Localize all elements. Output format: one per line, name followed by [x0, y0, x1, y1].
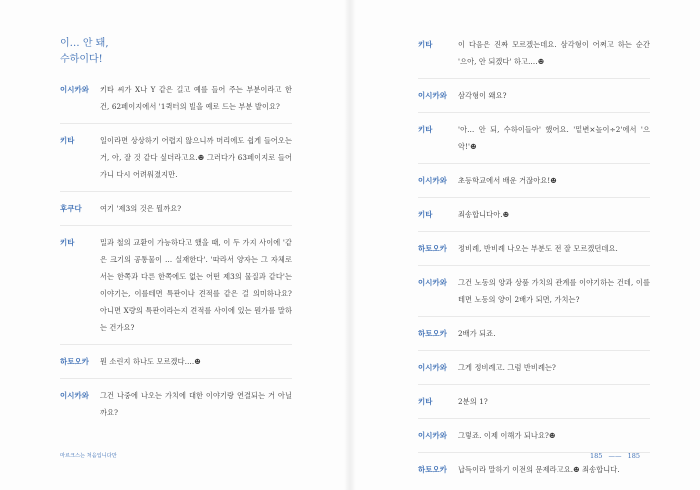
speaker-name: 이시카와 [60, 85, 89, 94]
dialogue-entry [418, 240, 650, 257]
left-page [60, 36, 292, 421]
dialogue-entry [418, 172, 650, 189]
dialogue-text: 2배가 되죠. [458, 329, 496, 338]
speaker-name: 하토오카 [418, 244, 447, 253]
dialogue-text: 키타 씨가 X나 Y 같은 길고 예를 들어 주는 부분이라고 한 건, 62페이지에서 '1퀵터의 빌을 예로 드는 부분 발이요? [100, 85, 292, 111]
divider [418, 418, 650, 419]
divider [418, 163, 650, 164]
divider [60, 191, 292, 192]
divider [60, 123, 292, 124]
dialogue-text: 2분의 1? [458, 397, 488, 406]
dialogue-text: 뭔 소린지 하나도 모르겠다….☻ [100, 357, 201, 366]
heading-line-2: 수하이다! [60, 54, 103, 65]
speaker-name: 하토오카 [418, 329, 447, 338]
dialogue-text: 그건 노동의 양과 상품 가치의 관계를 이야기하는 건데, 이를테면 노동의 양이 2배가 되면, 가치는? [458, 278, 650, 304]
dialogue-entry [60, 132, 292, 183]
speaker-name: 후쿠다 [60, 204, 82, 213]
speaker-name: 하토오카 [418, 465, 447, 474]
divider [418, 78, 650, 79]
divider [60, 225, 292, 226]
speaker-name: 이시카와 [418, 176, 447, 185]
dialogue-text: 밀과 철의 교환이 가능하다고 했을 때, 이 두 가지 사이에 '같은 크기의 공통물이 … 실재한다'. '따라서 양자는 그 자체로서는 한쪽과 다른 한쪽에도 없는 어떤 제3의 물질과 같다'는 이야기는, 이를테면 특판이나 견적를 같은 걸 의미하나요? 아니면 X량의 특판이라는지 견적를 사이에 있는 뭔가를 말하는 건가요? [100, 238, 292, 332]
dialogue-entry [60, 234, 292, 336]
divider [60, 344, 292, 345]
page-number-left: 185 [590, 452, 603, 460]
dialogue-entry [418, 325, 650, 342]
speaker-name: 하토오카 [60, 357, 89, 366]
divider [418, 350, 650, 351]
speaker-name: 키타 [60, 238, 75, 247]
dialogue-text: 이 다음은 진짜 모르겠는데요. 삼각형이 어쩌고 하는 순간 '으아, 안 되겠다' 하고….☻ [458, 40, 650, 66]
divider [418, 316, 650, 317]
dialogue-entry [418, 274, 650, 308]
speaker-name: 이시카와 [418, 278, 447, 287]
heading-line-1: 이… 안 돼, [60, 38, 109, 49]
speaker-name: 키타 [418, 397, 433, 406]
dialogue-entry [418, 121, 650, 155]
dialogue-text: 일이라면 상상하기 어렵지 않으니까 머리에도 쉽게 들어오는 거, 아, 잘 것 같다 싶더라고요.☻ 그러다가 63페이지로 들어가니 다시 어려워졌지만. [100, 136, 292, 179]
dialogue-entry [60, 81, 292, 115]
dialogue-text: 그건 나중에 나오는 가치에 대한 이야기랑 연결되는 거 아닐까요? [100, 391, 292, 417]
dialogue-entry [60, 200, 292, 217]
speaker-name: 이시카와 [418, 91, 447, 100]
speaker-name: 키타 [418, 125, 433, 134]
dialogue-entry [418, 461, 650, 478]
dialogue-text: 납득이라 말하기 이전의 문제라고요.☻ 죄송합니다. [458, 465, 620, 474]
divider [418, 112, 650, 113]
dialogue-text: 죄송합니다아.☻ [458, 210, 510, 219]
speaker-name: 이시카와 [60, 391, 89, 400]
dialogue-text: '아… 안 되, 수하이들아' 했어요. '밑변×높이÷2'에서 '으악!'☻ [458, 125, 650, 151]
dialogue-text: 그게 정비례고. 그럼 반비례는? [458, 363, 557, 372]
speaker-name: 키타 [60, 136, 75, 145]
dialogue-text: 삼각형이 왜요? [458, 91, 507, 100]
divider [418, 231, 650, 232]
dialogue-entry [418, 206, 650, 223]
divider [418, 197, 650, 198]
dialogue-text: 정비례, 반비례 나오는 부분도 전 잘 모르겠던데요. [458, 244, 618, 253]
divider [418, 265, 650, 266]
speaker-name: 이시카와 [418, 363, 447, 372]
page-number-separator: —— [608, 452, 622, 460]
dialogue-entry [418, 87, 650, 104]
dialogue-entry [418, 359, 650, 376]
divider [60, 378, 292, 379]
dialogue-text: 초등학교에서 배운 거잖아요!☻ [458, 176, 557, 185]
dialogue-entry [418, 36, 650, 70]
dialogue-entry [60, 353, 292, 370]
divider [418, 384, 650, 385]
dialogue-text: 여기 '제3의 것은 뭘까요? [100, 204, 182, 213]
speaker-name: 키타 [418, 40, 433, 49]
speaker-name: 키타 [418, 210, 433, 219]
dialogue-entry [418, 393, 650, 410]
dialogue-entry [60, 387, 292, 421]
right-page [418, 36, 650, 478]
dialogue-entry [418, 427, 650, 444]
dialogue-text: 그렇죠. 이제 이해가 되나요?☻ [458, 431, 556, 440]
running-footer: 마르크스는 처음입니다만 [60, 453, 117, 459]
section-heading [60, 36, 292, 68]
page-number-right: 185 [627, 452, 640, 460]
page-number [590, 452, 640, 460]
page-gutter [344, 0, 356, 490]
speaker-name: 이시카와 [418, 431, 447, 440]
